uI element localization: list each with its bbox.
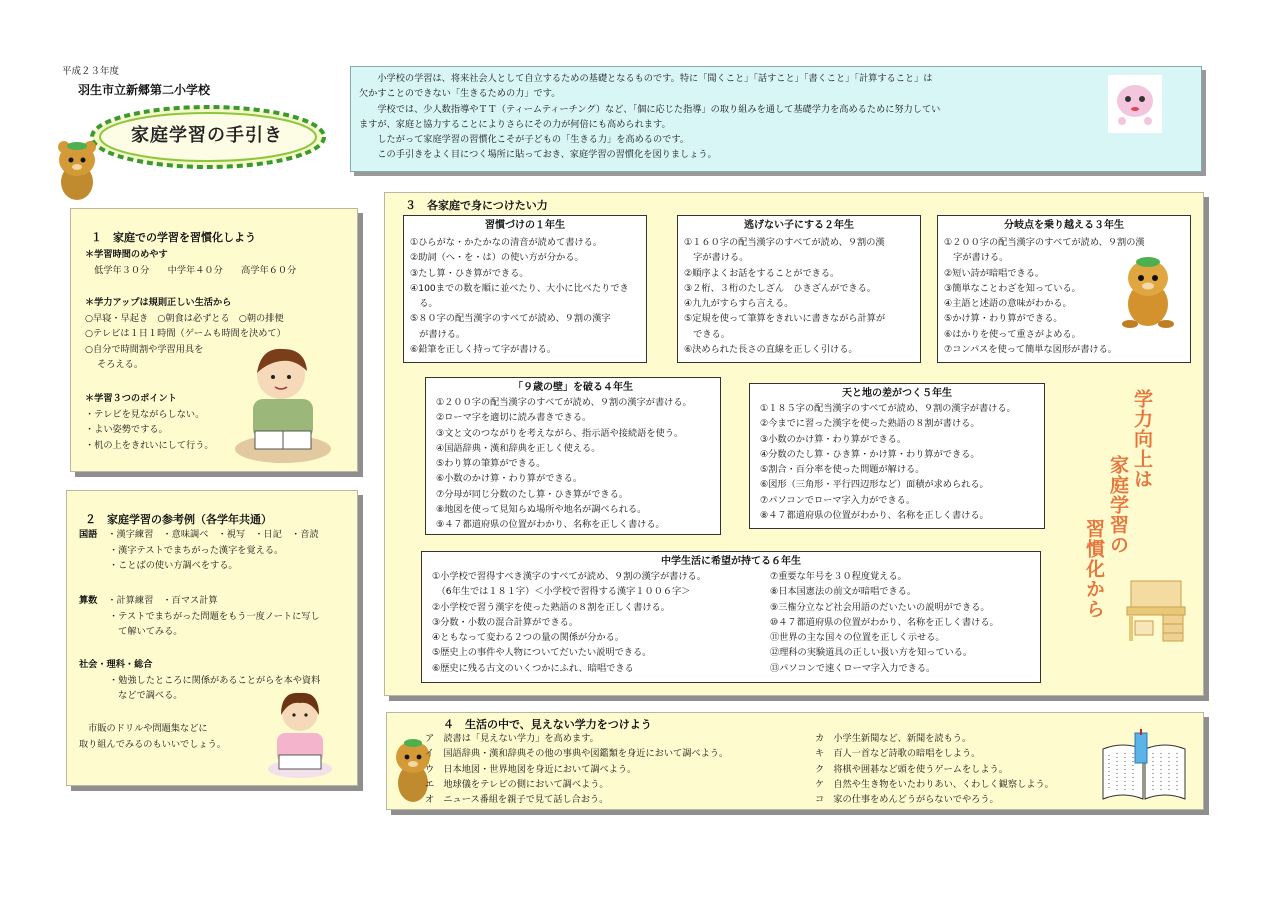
grade6-item: ②小学校で習う漢字を使った熟語の８割を正しく書ける。	[432, 601, 670, 613]
grade6-box	[421, 551, 1041, 683]
point-item: ・机の上をきれいにして行う。	[85, 439, 214, 451]
life-habit-item: ○自分で時間割や学習用具を	[85, 343, 204, 355]
grade5-item: ⑤割合・百分率を使った問題が解ける。	[760, 464, 925, 476]
section2-panel	[66, 490, 358, 786]
grade6-title: 中学生活に希望が持てる６年生	[661, 556, 801, 567]
grade4-item: ⑥小数のかけ算・わり算ができる。	[436, 473, 583, 485]
grade2-item: ⑥決められた長さの直線を正しく引ける。	[684, 344, 858, 356]
habit-item: ウ 日本地図・世界地図を身近において調べよう。	[425, 763, 637, 775]
open-book-icon	[1099, 729, 1189, 803]
habit-item: ク 将棋や囲碁など頭を使うゲームをしよう。	[815, 763, 1008, 775]
grade2-item: ②順序よくお話をすることができる。	[684, 267, 840, 279]
kokugo-item: ・漢字練習 ・意味調べ ・視写 ・日記 ・音読	[107, 529, 319, 540]
grade6-item: ⑨三権分立など社会用語のだいたいの説明ができる。	[770, 601, 990, 613]
grade2-box	[677, 215, 921, 363]
ghost-character-icon	[1108, 75, 1162, 133]
grade6-item: ①小学校で習得すべき漢字のすべてが読め、９割の漢字が書ける。	[432, 571, 706, 582]
grade2-item: ④九九がすらすら言える。	[684, 298, 794, 310]
point-item: ・よい姿勢でする。	[85, 424, 168, 435]
kokugo-item: ・漢字テストでまちがった漢字を覚える。	[109, 544, 284, 556]
grade4-item: ④国語辞典・漢和辞典を正しく使える。	[436, 442, 601, 454]
grade4-item: ⑧地図を使って見知らぬ場所や地名が調べられる。	[436, 504, 647, 516]
grade3-item: ⑦コンパスを使って簡単な図形が書ける。	[944, 344, 1117, 356]
school-name: 羽生市立新郷第二小学校	[78, 83, 211, 97]
shakai-item: などで調べる。	[109, 690, 183, 701]
grade1-item: ⑤８０字の配当漢字のすべてが読め、９割の漢字	[410, 313, 611, 325]
kokugo-item: ・ことばの使い方調べをする。	[109, 560, 238, 571]
grade6-item: ⑧日本国憲法の前文が暗唱できる。	[770, 586, 917, 598]
grade6-item: （6年生では１８１字）＜小学校で習得する漢字１００６字＞	[432, 586, 691, 598]
grade3-title: 分岐点を乗り越える３年生	[1004, 220, 1124, 231]
studying-girl-illustration	[267, 687, 333, 779]
grade6-item: ④ともなって変わる２つの量の関係が分かる。	[432, 632, 624, 644]
section1-heading: １ 家庭での学習を習慣化しよう	[91, 231, 256, 244]
intro-line: ますが、家庭と協力することによりさらにその力が何倍にも高められます。	[359, 118, 671, 130]
grade5-item: ③小数のかけ算・わり算ができる。	[760, 433, 907, 445]
point-item: ・テレビを見ながらしない。	[85, 408, 205, 420]
habit-item: エ 地球儀をテレビの側において調べよう。	[425, 778, 609, 790]
grade3-item: 字が書ける。	[944, 252, 1009, 264]
grade4-box	[425, 377, 721, 535]
section1-panel	[70, 208, 358, 472]
grade6-item: ⑦重要な年号を３０程度覚える。	[770, 571, 907, 582]
intro-box	[350, 66, 1202, 172]
sansu-item: ・テストでまちがった問題をもう一度ノートに写し	[109, 610, 320, 622]
habit-item: オ ニュース番組を親子で見て話し合おう。	[425, 794, 609, 806]
intro-line: 学校では、少人数指導やＴＴ（ティームティーチング）など、「個に応じた指導」の取り組みを通して基礎学力を高めるために努力してい	[359, 103, 941, 115]
grade3-item: ①２００字の配当漢字のすべてが読め、９割の漢	[944, 237, 1145, 248]
grade2-item: できる。	[684, 328, 730, 340]
grade5-title: 天と地の差がつく５年生	[842, 388, 952, 399]
habit-item: イ 国語辞典・漢和辞典その他の事典や図鑑類を身近において調べよう。	[425, 748, 729, 760]
slogan-column-2: 家庭学習の	[1107, 455, 1129, 555]
grade4-item: ⑦分母が同じ分数のたし算・ひき算ができる。	[436, 488, 628, 500]
grade1-item: る。	[410, 298, 438, 310]
grade4-item: ⑨４７都道府県の位置がわかり、名称を正しく書ける。	[436, 519, 665, 531]
life-habits-label: ＊学力アップは規則正しい生活から	[85, 297, 232, 308]
sansu-item: て解いてみる。	[109, 626, 183, 637]
shakai-label: 社会・理科・総合	[79, 659, 153, 670]
grade4-item: ⑤わり算の筆算ができる。	[436, 458, 546, 470]
sansu-item: ・計算練習 ・百マス計算	[107, 595, 218, 606]
points-label: ＊学習３つのポイント	[85, 393, 177, 404]
slogan-column-3: 習慣化から	[1083, 519, 1105, 619]
grade1-box	[403, 215, 647, 363]
hamster-mascot-icon	[52, 138, 102, 202]
life-habit-item: そろえる。	[85, 359, 144, 370]
grade1-title: 習慣づけの１年生	[485, 220, 565, 231]
grade1-item: が書ける。	[410, 328, 466, 340]
intro-line: 欠かすことのできない「生きるための力」です。	[359, 88, 561, 100]
grade1-item: ①ひらがな・かたかなの清音が読めて書ける。	[410, 237, 602, 248]
grade1-item: ③たし算・ひき算ができる。	[410, 267, 529, 279]
shakai-item: ・勉強したところに関係があることがらを本や資料	[109, 674, 321, 686]
hamster-jumping-icon	[1118, 252, 1180, 332]
habit-item: コ 家の仕事をめんどうがらないでやろう。	[815, 794, 999, 806]
life-habit-item: ○テレビは１日１時間（ゲームも時間を決めて）	[85, 328, 286, 339]
grade5-item: ⑧４７都道府県の位置がわかり、名称を正しく書ける。	[760, 510, 989, 522]
year-label: 平成２３年度	[62, 66, 120, 77]
grade3-item: ⑤かけ算・わり算ができる。	[944, 313, 1063, 325]
section3-heading: ３ 各家庭で身につけたい力	[405, 199, 548, 212]
grade3-box	[937, 215, 1191, 363]
studying-boy-illustration	[231, 339, 331, 465]
grade4-item: ①２００字の配当漢字のすべてが読め、９割の漢字が書ける。	[436, 397, 692, 408]
grade4-title: 「９歳の壁」を破る４年生	[513, 382, 633, 393]
grade2-item: ①１６０字の配当漢字のすべてが読め、９割の漢	[684, 237, 885, 248]
grade5-item: ④分数のたし算・ひき算・かけ算・わり算ができる。	[760, 448, 980, 460]
grade2-title: 逃げない子にする２年生	[744, 220, 854, 231]
habit-item: ケ 自然や生き物をいたわりあい、くわしく観察しよう。	[815, 778, 1054, 790]
habit-item: カ 小学生新聞など、新聞を読もう。	[815, 733, 972, 744]
study-time-values: 低学年３０分 中学年４０分 高学年６０分	[85, 264, 297, 276]
grade4-item: ②ローマ字を適切に読み書きできる。	[436, 412, 592, 424]
grade6-item: ⑤歴史上の事件や人物についてだいたい説明できる。	[432, 647, 652, 659]
intro-line: したがって家庭学習の習慣化こそが子どもの「生きる力」を高めるのです。	[359, 134, 690, 146]
grade4-item: ③文と文のつながりを考えながら、指示語や接続語を使う。	[436, 427, 684, 439]
grade5-item: ⑥図形（三角形・平行四辺形など）面積が求められる。	[760, 479, 989, 491]
grade5-item: ①１８５字の配当漢字のすべてが読め、９割の漢字が書ける。	[760, 403, 1016, 414]
grade6-item: ⑥歴史に残る古文のいくつかにふれ、暗唱できる	[432, 662, 634, 674]
grade1-item: ④100までの数を順に並べたり、大小に比べたりでき	[410, 282, 629, 294]
grade6-item: ⑪世界の主な国々の位置を正しく示せる。	[770, 632, 945, 644]
grade5-item: ②今までに習った漢字を使った熟語の８割が書ける。	[760, 418, 980, 430]
study-desk-icon	[1123, 577, 1189, 645]
section3-panel	[384, 192, 1204, 696]
grade3-item: ②短い詩が暗唱できる。	[944, 267, 1045, 279]
life-habit-item: ○早寝・早起き ○朝食は必ずとる ○朝の排便	[85, 312, 284, 324]
habit-item: ア 読書は「見えない学力」を高めます。	[425, 733, 599, 744]
grade6-item: ⑫理科の実験道具の正しい扱い方を知っている。	[770, 647, 973, 659]
grade6-item: ③分数・小数の混合計算ができる。	[432, 616, 579, 628]
section4-panel	[386, 712, 1204, 810]
grade3-item: ⑥はかりを使って重さがよめる。	[944, 328, 1081, 340]
grade1-item: ⑥鉛筆を正しく持って字が書ける。	[410, 344, 557, 356]
grade1-item: ②助詞（へ・を・は）の使い方が分かる。	[410, 252, 584, 264]
grade3-item: ④主語と述語の意味がわかる。	[944, 298, 1072, 310]
page-title: 家庭学習の手引き	[131, 125, 283, 146]
slogan-column-1: 学力向上は	[1131, 389, 1153, 489]
grade3-item: ③簡単なことわざを知っている。	[944, 282, 1081, 294]
closing-line: 市販のドリルや問題集などに	[79, 723, 208, 734]
grade5-item: ⑦パソコンでローマ字入力ができる。	[760, 494, 916, 506]
grade2-item: ③２桁、３桁のたしざん ひきざんができる。	[684, 282, 876, 294]
section4-heading: ４ 生活の中で、見えない学力をつけよう	[443, 718, 652, 731]
grade5-box	[749, 383, 1045, 529]
grade2-item: ⑤定規を使って筆算をきれいに書きながら計算が	[684, 313, 886, 325]
grade6-item: ⑩４７都道府県の位置がわかり、名称を正しく書ける。	[770, 616, 999, 628]
intro-line: この手引きをよく目につく場所に貼っておき、家庭学習の習慣化を図りましょう。	[359, 149, 717, 161]
grade6-item: ⑬パソコンで速くローマ字入力できる。	[770, 662, 936, 674]
habit-item: キ 百人一首など詩歌の暗唱をしよう。	[815, 748, 981, 760]
closing-line: 取り組んでみるのもいいでしょう。	[79, 738, 226, 750]
study-time-label: ＊学習時間のめやす	[85, 249, 168, 260]
intro-line: 小学校の学習は、将来社会人として自立するための基礎となるものです。特に「聞くこと」「話すこと」「書くこと」「計算すること」は	[359, 73, 933, 84]
kokugo-label: 国語	[79, 529, 98, 540]
section2-heading: ２ 家庭学習の参考例（各学年共通）	[85, 513, 272, 526]
grade2-item: 字が書ける。	[684, 252, 749, 264]
sansu-label: 算数	[79, 595, 98, 606]
